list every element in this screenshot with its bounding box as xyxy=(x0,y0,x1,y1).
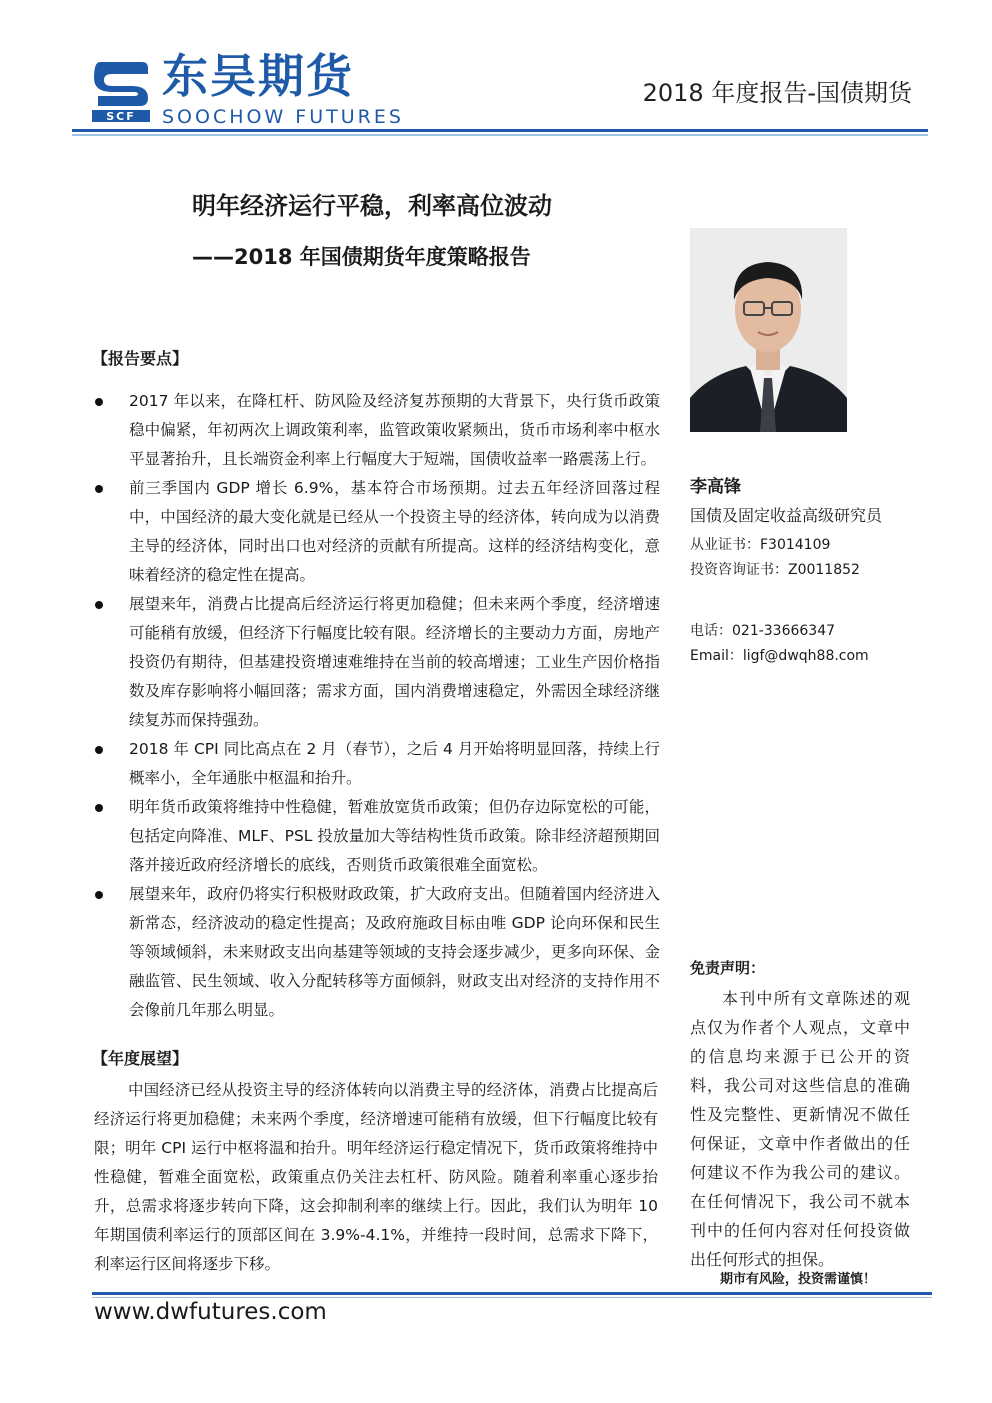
author-role: 国债及固定收益高级研究员 xyxy=(690,506,883,525)
author-phone: 电话：021-33666347 xyxy=(690,623,836,639)
list-item-text: 2017 年以来，在降杠杆、防风险及经济复苏预期的大背景下，央行货币政策稳中偏紧，年初两次上调政策利率，监管政策收紧频出，货币市场利率中枢水平显著抬升，且长端资金利率上行幅度大于短端，国债收益率一路震荡上行。 xyxy=(129,392,660,468)
list-item xyxy=(90,387,660,474)
list-item-text: 前三季国内 GDP 增长 6.9%，基本符合市场预期。过去五年经济回落过程中，中国经济的最大变化就是已经从一个投资主导的经济体，转向成为以消费主导的经济体，同时出口也对经济的贡献有所提高。这样的经济结构变化，意味着经济的稳定性在提高。 xyxy=(129,479,660,584)
report-subtitle: ——2018 年国债期货年度策略报告 xyxy=(192,245,531,269)
list-item xyxy=(90,793,660,880)
list-item xyxy=(90,474,660,590)
outlook-heading: 【年度展望】 xyxy=(92,1049,189,1068)
list-item xyxy=(90,880,660,1025)
company-logo-mark xyxy=(90,58,152,124)
logo-abbr: SCF xyxy=(106,110,136,123)
disclaimer-heading: 免责声明： xyxy=(690,959,766,977)
author-cert: 从业证书：F3014109 xyxy=(690,537,831,553)
list-item-text: 展望来年，政府仍将实行积极财政政策，扩大政府支出。但随着国内经济进入新常态，经济波动的稳定性提高；及政府施政目标由唯 GDP 论向环保和民生等领域倾斜，未来财政支出向基建等领域的支持会逐步减少，更多向环保、金融监管、民生领域、收入分配转移等方面倾斜，财政支出对经济的支持作用不会像前几年那么明显。 xyxy=(129,885,660,1019)
company-name-cn: 东吴期货 xyxy=(162,49,354,103)
bullet-icon xyxy=(95,398,103,406)
disclaimer-text: 本刊中所有文章陈述的观点仅为作者个人观点，文章中的信息均来源于已公开的资料，我公司对这些信息的准确性及完整性、更新情况不做任何保证，文章中作者做出的任何建议不作为我公司的建议。在任何情况下，我公司不就本刊中的任何内容对任何投资做出任何形式的担保。 xyxy=(690,989,910,1269)
risk-warning: 期市有风险，投资需谨慎！ xyxy=(720,1272,877,1287)
header-rule xyxy=(72,129,928,132)
list-item xyxy=(90,590,660,735)
report-tag: 2018 年度报告-国债期货 xyxy=(642,79,912,107)
bullet-icon xyxy=(95,746,103,754)
bullet-icon xyxy=(95,485,103,493)
author-photo xyxy=(690,228,847,432)
report-title: 明年经济运行平稳，利率高位波动 xyxy=(192,192,552,220)
bullet-icon xyxy=(95,804,103,812)
author-advisory-cert: 投资咨询证书：Z0011852 xyxy=(690,562,860,578)
bullet-icon xyxy=(95,601,103,609)
bullet-icon xyxy=(95,891,103,899)
list-item xyxy=(90,735,660,793)
highlights-list xyxy=(90,387,660,1025)
author-name: 李高锋 xyxy=(690,477,741,497)
list-item-text: 明年货币政策将维持中性稳健，暂难放宽货币政策；但仍存边际宽松的可能，包括定向降准、MLF、PSL 投放量加大等结构性货币政策。除非经济超预期回落并接近政府经济增长的底线，否则货币政策很难全面宽松。 xyxy=(129,798,660,874)
footer-rule xyxy=(92,1292,932,1295)
author-email: Email：ligf@dwqh88.com xyxy=(690,648,869,664)
list-item-text: 2018 年 CPI 同比高点在 2 月（春节），之后 4 月开始将明显回落，持续上行概率小，全年通胀中枢温和抬升。 xyxy=(129,740,660,787)
list-item-text: 展望来年，消费占比提高后经济运行将更加稳健；但未来两个季度，经济增速可能稍有放缓，但经济下行幅度比较有限。经济增长的主要动力方面，房地产投资仍有期待，但基建投资增速难维持在当前的较高增速；工业生产因价格指数及库存影响将小幅回落；需求方面，国内消费增速稳定，外需因全球经济继续复苏而保持强劲。 xyxy=(129,595,660,729)
outlook-paragraph: 中国经济已经从投资主导的经济体转向以消费主导的经济体，消费占比提高后经济运行将更加稳健；未来两个季度，经济增速可能稍有放缓，但下行幅度比较有限；明年 CPI 运行中枢将温和抬升。明年经济运行稳定情况下，货币政策将维持中性稳健，暂难全面宽松，政策重点仍关注去杠杆、防风险。随着利率重心逐步抬升，总需求将逐步转向下降，这会抑制利率的继续上行。因此，我们认为明年 10 年期国债利率运行的顶部区间在 3.9%-4.1%，并维持一段时间，总需求下降下，利率运行区间将逐步下移。 xyxy=(94,1081,658,1273)
company-name-en: SOOCHOW FUTURES xyxy=(162,106,404,128)
highlights-heading: 【报告要点】 xyxy=(92,349,189,368)
header-rule-light xyxy=(72,134,928,136)
website-link[interactable]: www.dwfutures.com xyxy=(94,1299,327,1325)
